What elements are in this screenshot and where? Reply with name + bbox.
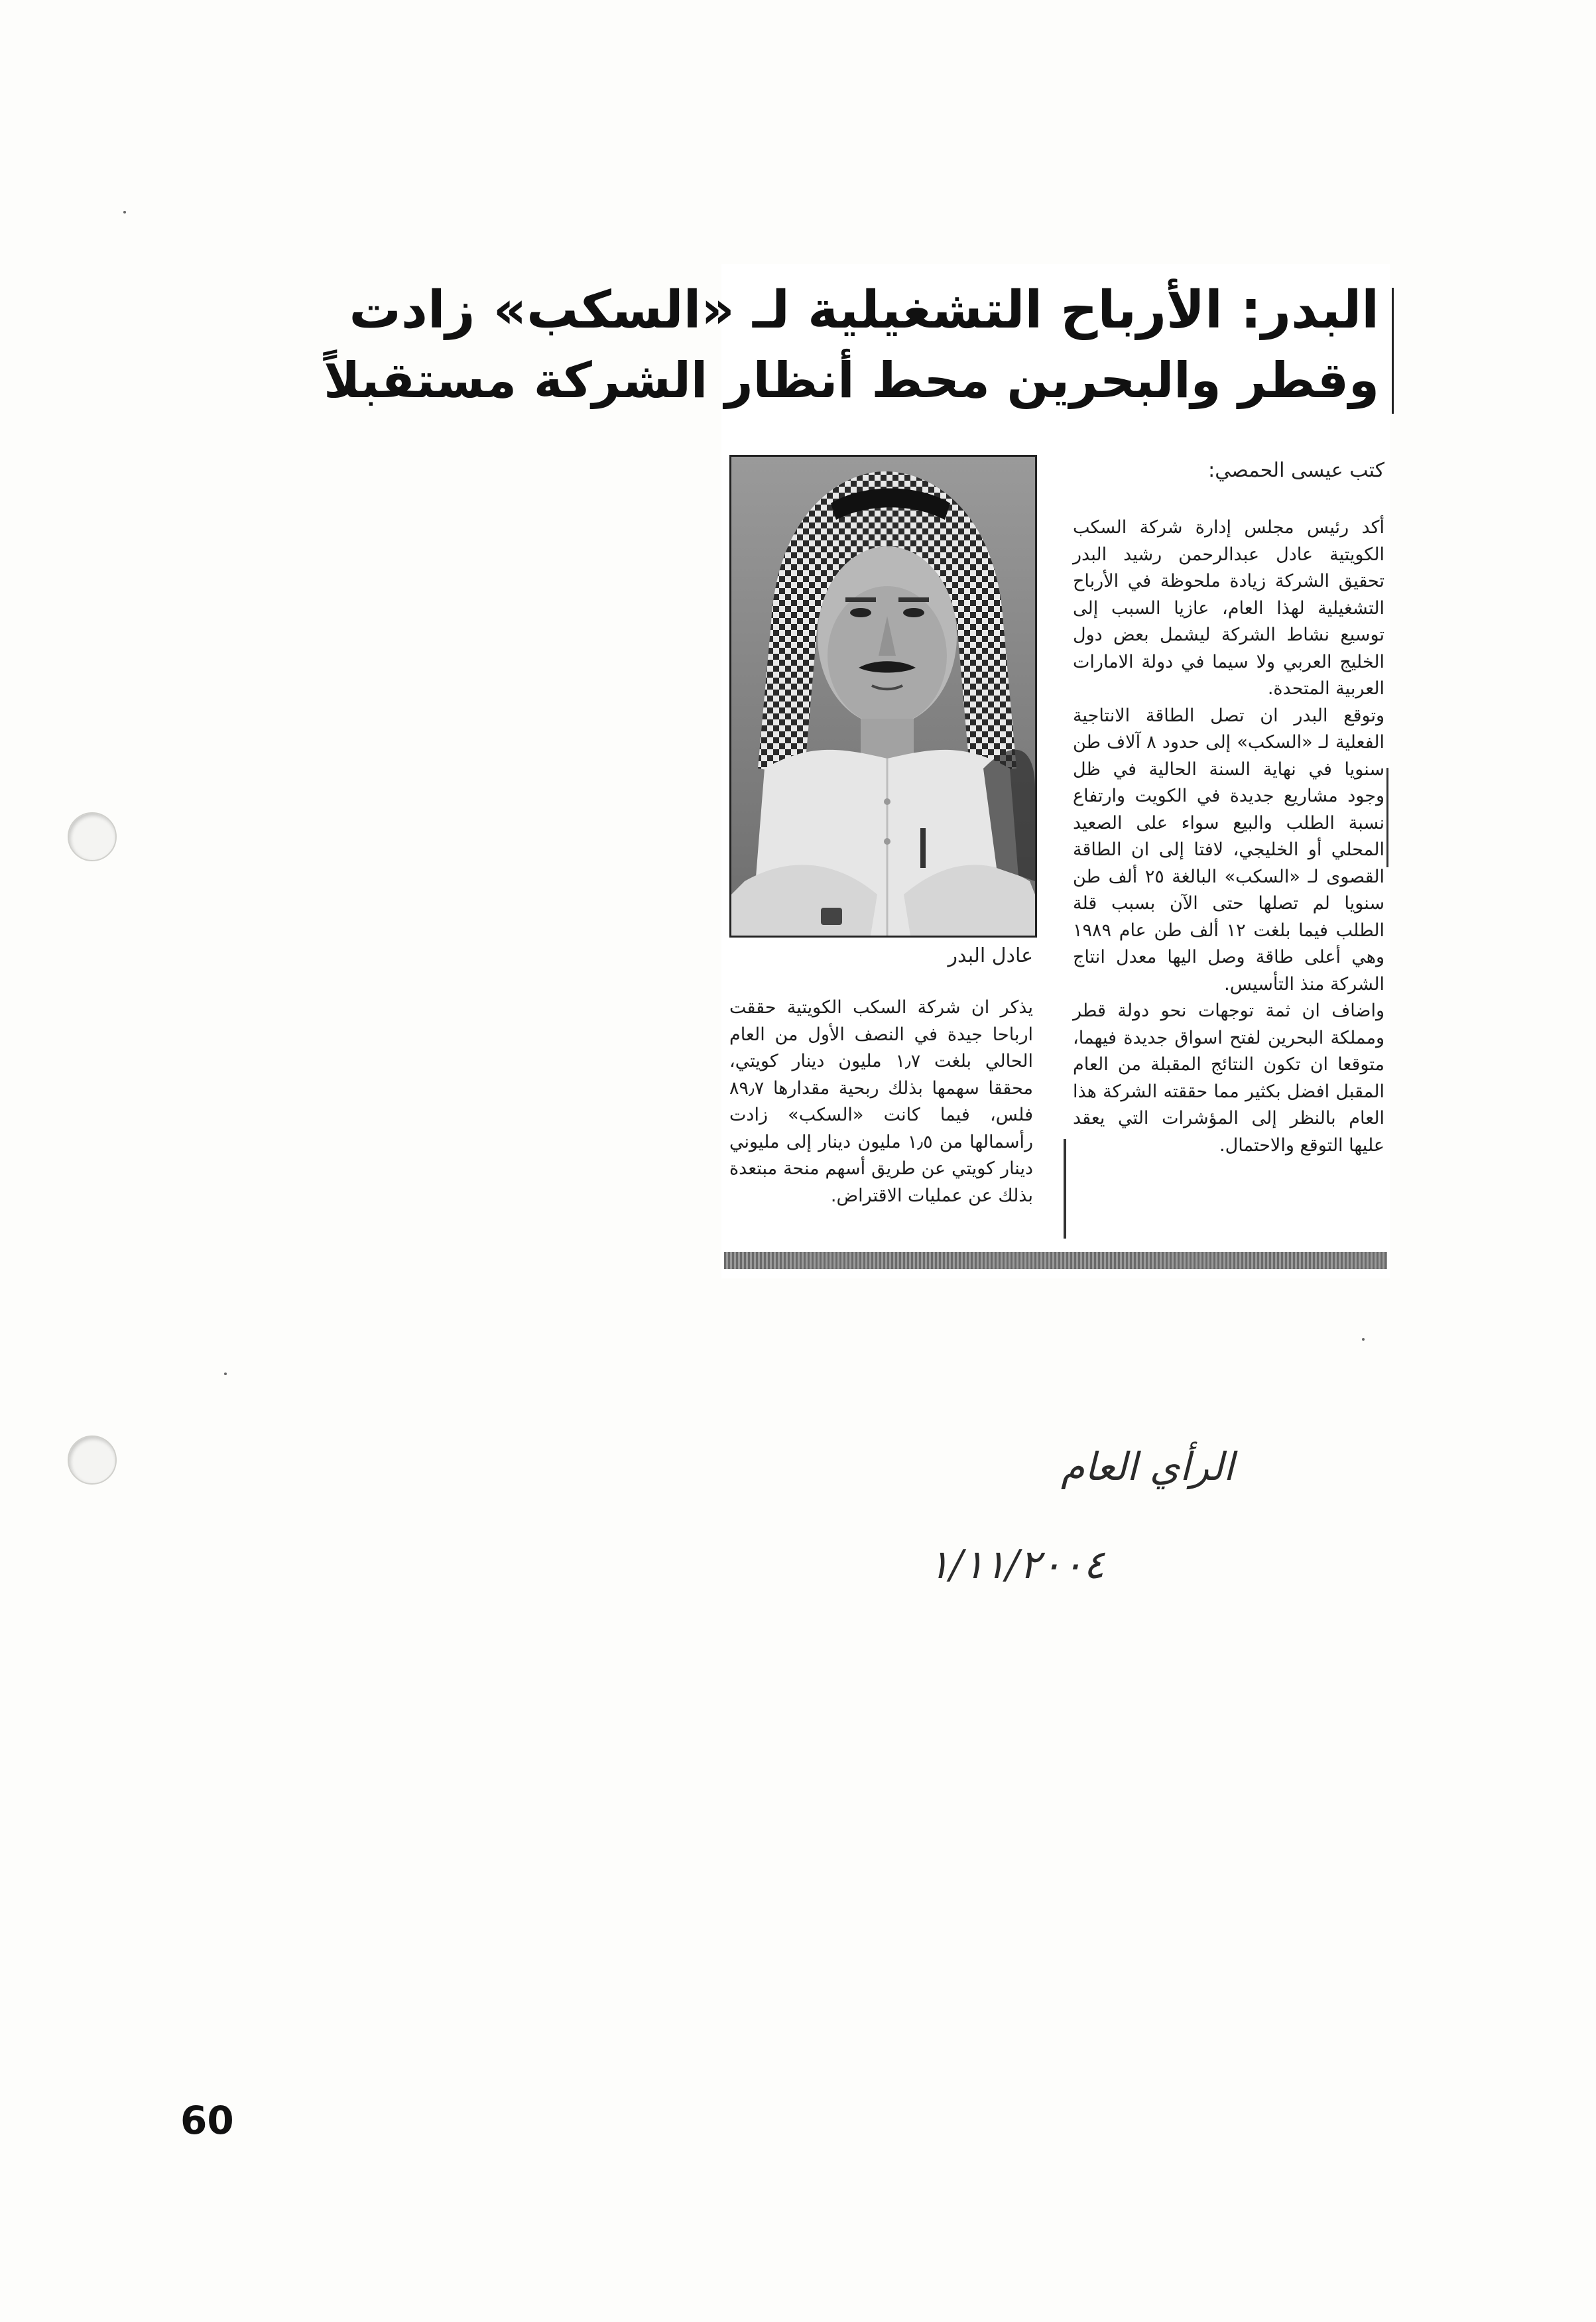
paragraph: أكد رئيس مجلس إدارة شركة السكب الكويتية عادل عبدالرحمن رشيد البدر تحقيق الشركة زيادة ملحوظة في الأرباح التشغيلية لهذا العام، عازيا السبب إلى توسيع نشاط الشركة ليشمل بعض دول الخليج العربي ولا سيما في دولة الامارات العربية المتحدة. bbox=[1073, 517, 1384, 699]
headline-line-2: وقطر والبحرين محط أنظار الشركة مستقبلاً bbox=[324, 352, 1379, 409]
handwritten-source: الرأي العام bbox=[1061, 1444, 1235, 1489]
clipping-bottom-rule bbox=[724, 1252, 1387, 1269]
byline: كتب عيسى الحمصي: bbox=[1208, 459, 1384, 482]
paragraph: واضاف ان ثمة توجهات نحو دولة قطر ومملكة البحرين لفتح اسواق جديدة فيهما، متوقعا ان تكون النتائج المقبلة من العام المقبل افضل بكثير مما حققته الشركة هذا العام بالنظر إلى المؤشرات التي يعقد عليها التوقع والاحتمال. bbox=[1073, 1001, 1384, 1156]
margin-marker-line bbox=[1064, 1139, 1066, 1239]
portrait-photo-drawing bbox=[731, 457, 1035, 936]
margin-marker-line bbox=[1386, 768, 1388, 867]
portrait-photo bbox=[729, 455, 1037, 938]
scan-speck bbox=[123, 211, 126, 214]
punch-hole-top bbox=[68, 812, 117, 861]
headline-bracket-mark bbox=[1392, 288, 1394, 414]
scan-speck bbox=[224, 1373, 227, 1375]
paragraph: يذكر ان شركة السكب الكويتية حققت ارباحا جيدة في النصف الأول من العام الحالي بلغت ١٫٧ مليون دينار كويتي، محققا سهمها بذلك ربحية مقدارها ٨٩٫٧ فلس، فيما كانت «السكب» زادت رأسمالها من ١٫٥ مليون دينار إلى مليوني دينار كويتي عن طريق أسهم منحة مبتعدة بذلك عن عمليات الاقتراض. bbox=[729, 997, 1033, 1206]
article-column-right bbox=[1073, 515, 1384, 1159]
article-column-left bbox=[729, 995, 1033, 1209]
page-number: 60 bbox=[180, 2098, 234, 2143]
newspaper-clipping bbox=[324, 264, 1390, 1278]
headline-line-1: البدر: الأرباح التشغيلية لـ «السكب» زادت bbox=[349, 280, 1379, 340]
handwritten-date: ١/١١/٢٠٠٤ bbox=[928, 1542, 1105, 1588]
photo-caption: عادل البدر bbox=[948, 944, 1033, 967]
punch-hole-bottom bbox=[68, 1436, 117, 1485]
scan-speck bbox=[1362, 1338, 1365, 1341]
paragraph: وتوقع البدر ان تصل الطاقة الانتاجية الفعلية لـ «السكب» إلى حدود ٨ آلاف طن سنويا في نهاية السنة الحالية في ظل وجود مشاريع جديدة في الكويت وارتفاع نسبة الطلب والبيع سواء على الصعيد المحلي أو الخليجي، لافتا إلى ان الطاقة القصوى لـ «السكب» البالغة ٢٥ ألف طن سنويا لم تصلها حتى الآن بسبب قلة الطلب فيما بلغت ١٢ ألف طن عام ١٩٨٩ وهي أعلى طاقة وصل اليها معدل انتاج الشركة منذ التأسيس. bbox=[1073, 705, 1384, 995]
